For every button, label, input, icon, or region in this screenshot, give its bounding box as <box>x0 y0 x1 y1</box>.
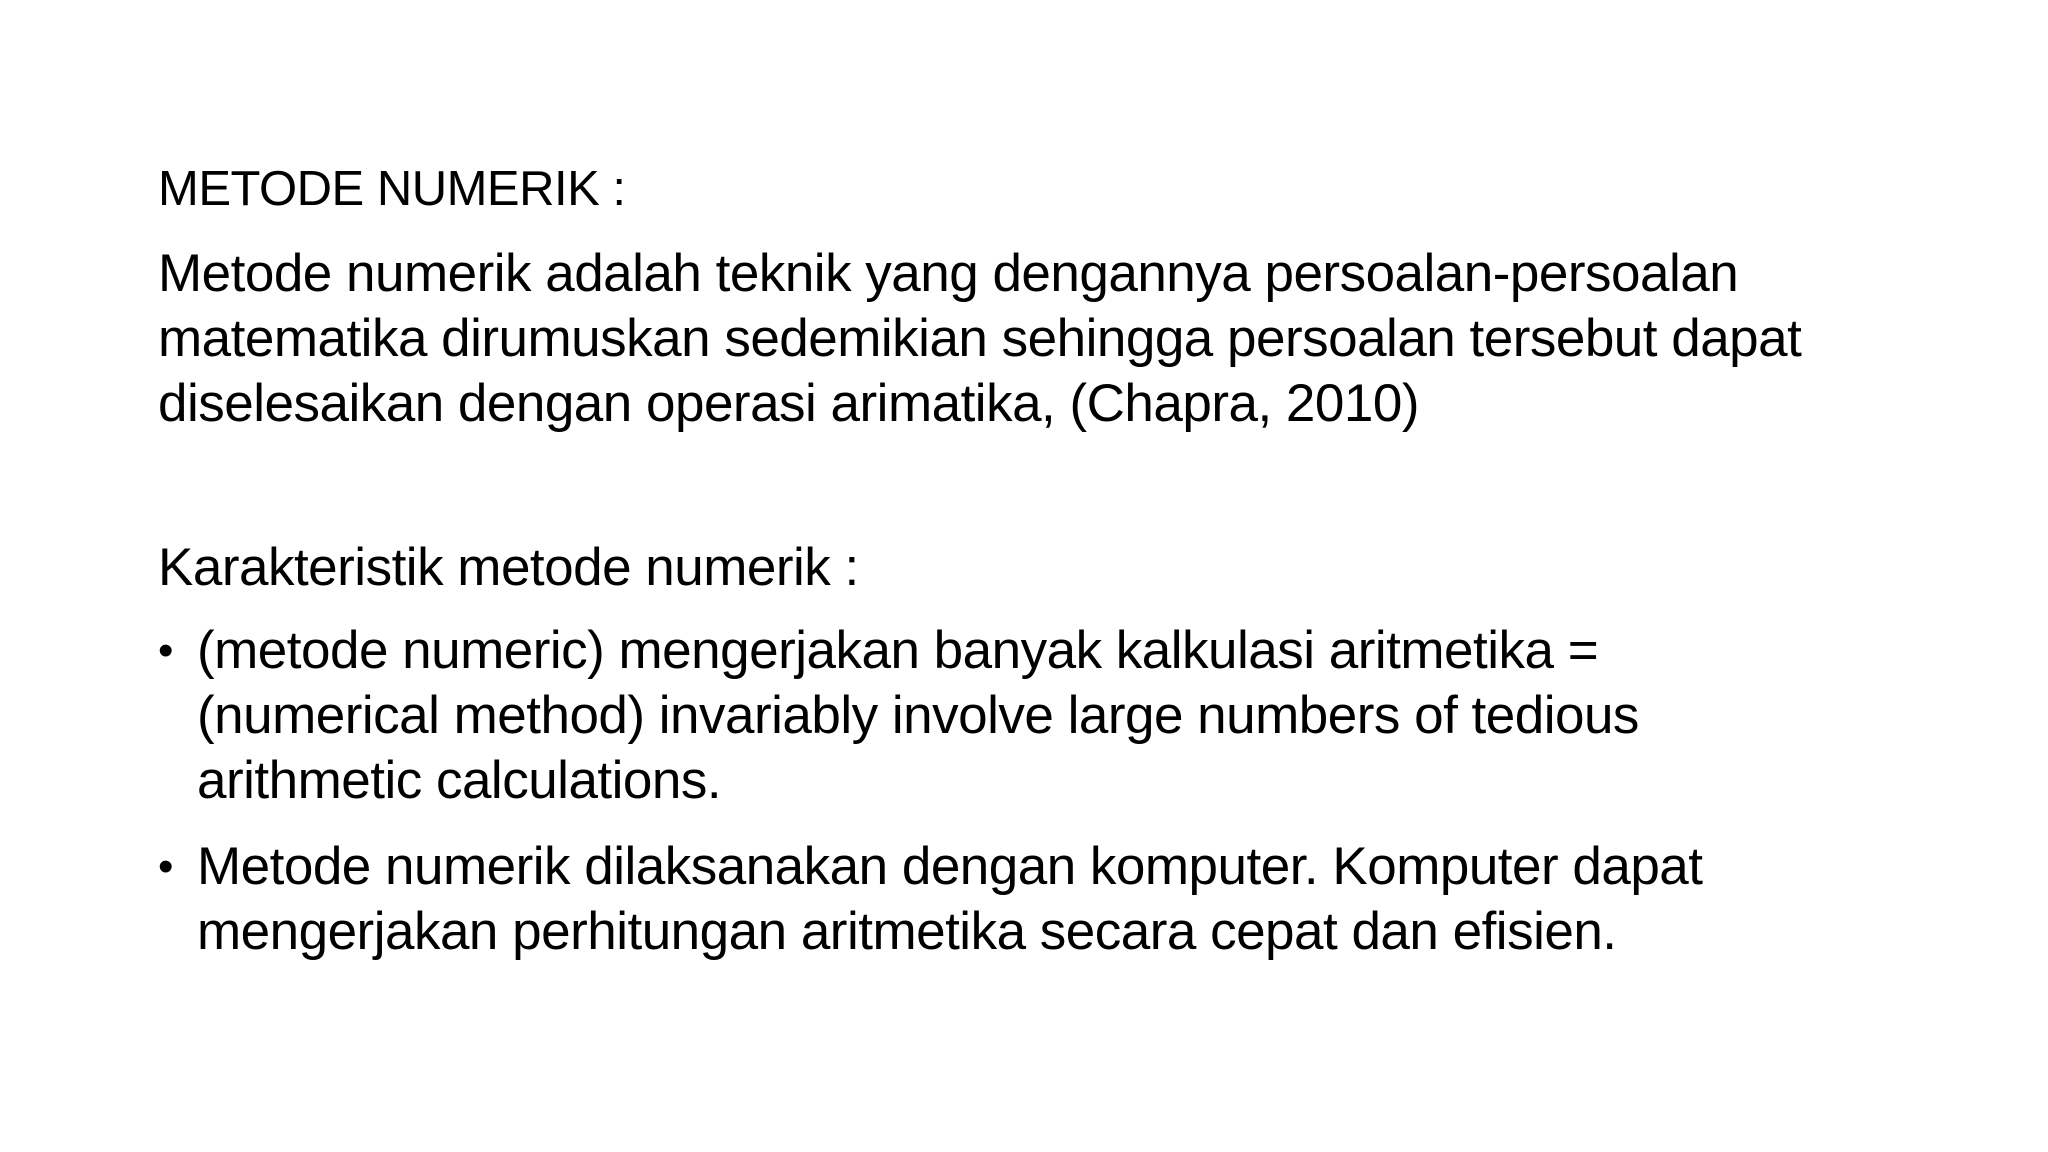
definition-line: matematika dirumuskan sedemikian sehingga persoalan tersebut dapat <box>158 309 1802 368</box>
list-item <box>158 618 1918 813</box>
bullet-icon: • <box>158 842 173 891</box>
bullet-line: arithmetic calculations. <box>197 751 722 810</box>
definition-line: Metode numerik adalah teknik yang dengannya persoalan-persoalan <box>158 244 1739 303</box>
definition-paragraph <box>158 241 1918 436</box>
bullet-icon: • <box>158 626 173 675</box>
characteristics-list <box>158 618 1918 964</box>
slide-content <box>158 160 1918 985</box>
bullet-line: (numerical method) invariably involve large numbers of tedious <box>197 686 1639 745</box>
characteristics-heading: Karakteristik metode numerik : <box>158 538 859 597</box>
bullet-line: Metode numerik dilaksanakan dengan komputer. Komputer dapat <box>197 837 1703 896</box>
bullet-line: mengerjakan perhitungan aritmetika secara cepat dan efisien. <box>197 902 1617 961</box>
slide-heading: METODE NUMERIK : <box>158 162 626 216</box>
bullet-line: (metode numeric) mengerjakan banyak kalkulasi aritmetika = <box>197 621 1599 680</box>
list-item <box>158 834 1918 964</box>
definition-line: diselesaikan dengan operasi arimatika, (Chapra, 2010) <box>158 374 1419 433</box>
